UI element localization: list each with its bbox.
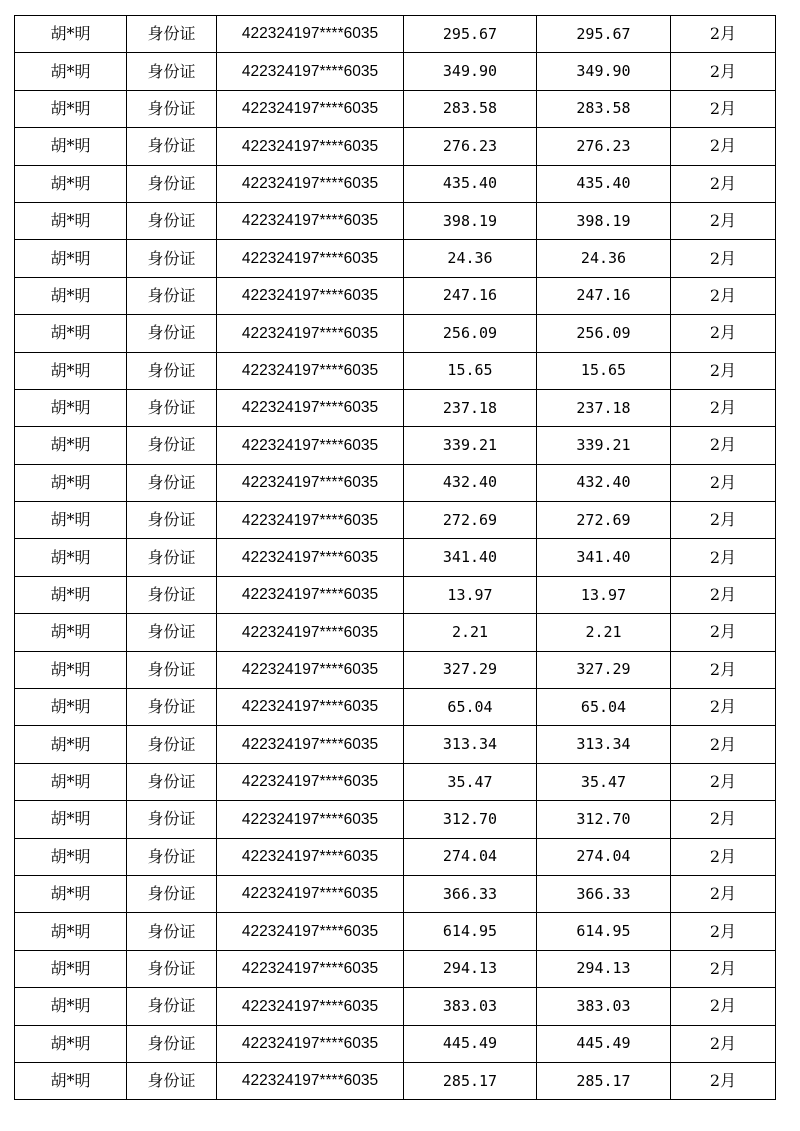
table-row bbox=[15, 352, 776, 389]
amount-cell: 614.95 bbox=[404, 913, 537, 950]
amount-paid-cell: 339.21 bbox=[537, 427, 671, 464]
amount-paid-cell: 349.90 bbox=[537, 53, 671, 90]
table-row bbox=[15, 240, 776, 277]
name-cell: 胡*明 bbox=[15, 277, 127, 314]
month-cell: 2月 bbox=[671, 1025, 776, 1062]
id-type-cell: 身份证 bbox=[127, 427, 217, 464]
amount-cell: 2.21 bbox=[404, 614, 537, 651]
name-cell: 胡*明 bbox=[15, 352, 127, 389]
ledger-table bbox=[14, 15, 776, 1100]
name-cell: 胡*明 bbox=[15, 576, 127, 613]
id-type-cell: 身份证 bbox=[127, 988, 217, 1025]
id-type-cell: 身份证 bbox=[127, 202, 217, 239]
name-cell: 胡*明 bbox=[15, 202, 127, 239]
id-number-cell: 422324197****6035 bbox=[217, 689, 404, 726]
name-cell: 胡*明 bbox=[15, 53, 127, 90]
table-row bbox=[15, 202, 776, 239]
month-cell: 2月 bbox=[671, 389, 776, 426]
name-cell: 胡*明 bbox=[15, 1025, 127, 1062]
amount-cell: 383.03 bbox=[404, 988, 537, 1025]
id-type-cell: 身份证 bbox=[127, 1062, 217, 1099]
id-type-cell: 身份证 bbox=[127, 502, 217, 539]
id-type-cell: 身份证 bbox=[127, 726, 217, 763]
month-cell: 2月 bbox=[671, 651, 776, 688]
id-number-cell: 422324197****6035 bbox=[217, 53, 404, 90]
amount-cell: 15.65 bbox=[404, 352, 537, 389]
id-number-cell: 422324197****6035 bbox=[217, 315, 404, 352]
id-type-cell: 身份证 bbox=[127, 689, 217, 726]
month-cell: 2月 bbox=[671, 763, 776, 800]
amount-paid-cell: 15.65 bbox=[537, 352, 671, 389]
id-type-cell: 身份证 bbox=[127, 128, 217, 165]
id-type-cell: 身份证 bbox=[127, 801, 217, 838]
table-row bbox=[15, 539, 776, 576]
table-row bbox=[15, 315, 776, 352]
table-row bbox=[15, 1062, 776, 1099]
amount-paid-cell: 13.97 bbox=[537, 576, 671, 613]
month-cell: 2月 bbox=[671, 165, 776, 202]
id-number-cell: 422324197****6035 bbox=[217, 464, 404, 501]
id-number-cell: 422324197****6035 bbox=[217, 128, 404, 165]
amount-paid-cell: 432.40 bbox=[537, 464, 671, 501]
id-number-cell: 422324197****6035 bbox=[217, 240, 404, 277]
amount-paid-cell: 341.40 bbox=[537, 539, 671, 576]
name-cell: 胡*明 bbox=[15, 128, 127, 165]
month-cell: 2月 bbox=[671, 875, 776, 912]
name-cell: 胡*明 bbox=[15, 165, 127, 202]
id-type-cell: 身份证 bbox=[127, 875, 217, 912]
month-cell: 2月 bbox=[671, 988, 776, 1025]
amount-paid-cell: 295.67 bbox=[537, 16, 671, 53]
amount-paid-cell: 614.95 bbox=[537, 913, 671, 950]
name-cell: 胡*明 bbox=[15, 240, 127, 277]
id-number-cell: 422324197****6035 bbox=[217, 651, 404, 688]
name-cell: 胡*明 bbox=[15, 502, 127, 539]
month-cell: 2月 bbox=[671, 913, 776, 950]
id-type-cell: 身份证 bbox=[127, 763, 217, 800]
id-number-cell: 422324197****6035 bbox=[217, 389, 404, 426]
month-cell: 2月 bbox=[671, 614, 776, 651]
id-type-cell: 身份证 bbox=[127, 576, 217, 613]
id-type-cell: 身份证 bbox=[127, 53, 217, 90]
amount-cell: 341.40 bbox=[404, 539, 537, 576]
amount-paid-cell: 312.70 bbox=[537, 801, 671, 838]
name-cell: 胡*明 bbox=[15, 651, 127, 688]
amount-cell: 398.19 bbox=[404, 202, 537, 239]
amount-paid-cell: 285.17 bbox=[537, 1062, 671, 1099]
name-cell: 胡*明 bbox=[15, 1062, 127, 1099]
name-cell: 胡*明 bbox=[15, 389, 127, 426]
id-type-cell: 身份证 bbox=[127, 352, 217, 389]
amount-cell: 274.04 bbox=[404, 838, 537, 875]
id-number-cell: 422324197****6035 bbox=[217, 726, 404, 763]
table-row bbox=[15, 838, 776, 875]
month-cell: 2月 bbox=[671, 576, 776, 613]
amount-cell: 294.13 bbox=[404, 950, 537, 987]
name-cell: 胡*明 bbox=[15, 913, 127, 950]
month-cell: 2月 bbox=[671, 689, 776, 726]
id-type-cell: 身份证 bbox=[127, 240, 217, 277]
id-number-cell: 422324197****6035 bbox=[217, 352, 404, 389]
id-type-cell: 身份证 bbox=[127, 389, 217, 426]
table-row bbox=[15, 128, 776, 165]
month-cell: 2月 bbox=[671, 726, 776, 763]
month-cell: 2月 bbox=[671, 90, 776, 127]
amount-cell: 295.67 bbox=[404, 16, 537, 53]
name-cell: 胡*明 bbox=[15, 801, 127, 838]
table-row bbox=[15, 277, 776, 314]
table-row bbox=[15, 950, 776, 987]
month-cell: 2月 bbox=[671, 16, 776, 53]
month-cell: 2月 bbox=[671, 1062, 776, 1099]
amount-cell: 247.16 bbox=[404, 277, 537, 314]
table-row bbox=[15, 614, 776, 651]
id-type-cell: 身份证 bbox=[127, 539, 217, 576]
name-cell: 胡*明 bbox=[15, 763, 127, 800]
table-row bbox=[15, 988, 776, 1025]
amount-cell: 283.58 bbox=[404, 90, 537, 127]
id-number-cell: 422324197****6035 bbox=[217, 165, 404, 202]
id-type-cell: 身份证 bbox=[127, 1025, 217, 1062]
amount-paid-cell: 2.21 bbox=[537, 614, 671, 651]
amount-paid-cell: 274.04 bbox=[537, 838, 671, 875]
name-cell: 胡*明 bbox=[15, 838, 127, 875]
name-cell: 胡*明 bbox=[15, 427, 127, 464]
month-cell: 2月 bbox=[671, 539, 776, 576]
table-row bbox=[15, 576, 776, 613]
name-cell: 胡*明 bbox=[15, 315, 127, 352]
month-cell: 2月 bbox=[671, 128, 776, 165]
amount-cell: 13.97 bbox=[404, 576, 537, 613]
id-number-cell: 422324197****6035 bbox=[217, 614, 404, 651]
id-type-cell: 身份证 bbox=[127, 277, 217, 314]
id-type-cell: 身份证 bbox=[127, 950, 217, 987]
amount-paid-cell: 24.36 bbox=[537, 240, 671, 277]
table-row bbox=[15, 90, 776, 127]
month-cell: 2月 bbox=[671, 53, 776, 90]
name-cell: 胡*明 bbox=[15, 464, 127, 501]
amount-paid-cell: 435.40 bbox=[537, 165, 671, 202]
name-cell: 胡*明 bbox=[15, 90, 127, 127]
amount-paid-cell: 256.09 bbox=[537, 315, 671, 352]
table-row bbox=[15, 651, 776, 688]
month-cell: 2月 bbox=[671, 315, 776, 352]
name-cell: 胡*明 bbox=[15, 726, 127, 763]
amount-cell: 24.36 bbox=[404, 240, 537, 277]
id-number-cell: 422324197****6035 bbox=[217, 202, 404, 239]
amount-cell: 327.29 bbox=[404, 651, 537, 688]
id-type-cell: 身份证 bbox=[127, 464, 217, 501]
amount-paid-cell: 247.16 bbox=[537, 277, 671, 314]
id-type-cell: 身份证 bbox=[127, 614, 217, 651]
table-row bbox=[15, 16, 776, 53]
amount-cell: 256.09 bbox=[404, 315, 537, 352]
amount-paid-cell: 272.69 bbox=[537, 502, 671, 539]
table-row bbox=[15, 389, 776, 426]
amount-cell: 313.34 bbox=[404, 726, 537, 763]
id-number-cell: 422324197****6035 bbox=[217, 539, 404, 576]
amount-cell: 445.49 bbox=[404, 1025, 537, 1062]
month-cell: 2月 bbox=[671, 277, 776, 314]
month-cell: 2月 bbox=[671, 838, 776, 875]
name-cell: 胡*明 bbox=[15, 614, 127, 651]
amount-cell: 65.04 bbox=[404, 689, 537, 726]
table-row bbox=[15, 1025, 776, 1062]
id-type-cell: 身份证 bbox=[127, 838, 217, 875]
table-row bbox=[15, 689, 776, 726]
name-cell: 胡*明 bbox=[15, 689, 127, 726]
table-row bbox=[15, 464, 776, 501]
amount-cell: 432.40 bbox=[404, 464, 537, 501]
table-row bbox=[15, 427, 776, 464]
id-type-cell: 身份证 bbox=[127, 90, 217, 127]
month-cell: 2月 bbox=[671, 502, 776, 539]
table-row bbox=[15, 165, 776, 202]
month-cell: 2月 bbox=[671, 202, 776, 239]
amount-paid-cell: 366.33 bbox=[537, 875, 671, 912]
amount-cell: 366.33 bbox=[404, 875, 537, 912]
id-number-cell: 422324197****6035 bbox=[217, 1062, 404, 1099]
id-number-cell: 422324197****6035 bbox=[217, 838, 404, 875]
month-cell: 2月 bbox=[671, 427, 776, 464]
amount-paid-cell: 294.13 bbox=[537, 950, 671, 987]
id-number-cell: 422324197****6035 bbox=[217, 1025, 404, 1062]
amount-cell: 339.21 bbox=[404, 427, 537, 464]
table-row bbox=[15, 913, 776, 950]
id-number-cell: 422324197****6035 bbox=[217, 875, 404, 912]
name-cell: 胡*明 bbox=[15, 16, 127, 53]
month-cell: 2月 bbox=[671, 950, 776, 987]
amount-cell: 435.40 bbox=[404, 165, 537, 202]
table-row bbox=[15, 502, 776, 539]
id-number-cell: 422324197****6035 bbox=[217, 763, 404, 800]
table-row bbox=[15, 726, 776, 763]
amount-cell: 312.70 bbox=[404, 801, 537, 838]
amount-paid-cell: 327.29 bbox=[537, 651, 671, 688]
amount-cell: 276.23 bbox=[404, 128, 537, 165]
table-row bbox=[15, 875, 776, 912]
id-type-cell: 身份证 bbox=[127, 315, 217, 352]
id-number-cell: 422324197****6035 bbox=[217, 801, 404, 838]
amount-paid-cell: 35.47 bbox=[537, 763, 671, 800]
month-cell: 2月 bbox=[671, 801, 776, 838]
amount-paid-cell: 283.58 bbox=[537, 90, 671, 127]
name-cell: 胡*明 bbox=[15, 875, 127, 912]
id-number-cell: 422324197****6035 bbox=[217, 277, 404, 314]
amount-paid-cell: 398.19 bbox=[537, 202, 671, 239]
table-row bbox=[15, 801, 776, 838]
amount-cell: 285.17 bbox=[404, 1062, 537, 1099]
ledger-body bbox=[15, 16, 776, 1100]
name-cell: 胡*明 bbox=[15, 988, 127, 1025]
id-type-cell: 身份证 bbox=[127, 913, 217, 950]
amount-paid-cell: 445.49 bbox=[537, 1025, 671, 1062]
table-row bbox=[15, 763, 776, 800]
amount-paid-cell: 383.03 bbox=[537, 988, 671, 1025]
table-row bbox=[15, 53, 776, 90]
id-number-cell: 422324197****6035 bbox=[217, 16, 404, 53]
amount-cell: 349.90 bbox=[404, 53, 537, 90]
id-number-cell: 422324197****6035 bbox=[217, 427, 404, 464]
id-number-cell: 422324197****6035 bbox=[217, 950, 404, 987]
name-cell: 胡*明 bbox=[15, 950, 127, 987]
amount-paid-cell: 237.18 bbox=[537, 389, 671, 426]
id-number-cell: 422324197****6035 bbox=[217, 988, 404, 1025]
id-number-cell: 422324197****6035 bbox=[217, 576, 404, 613]
id-type-cell: 身份证 bbox=[127, 16, 217, 53]
id-number-cell: 422324197****6035 bbox=[217, 502, 404, 539]
amount-paid-cell: 65.04 bbox=[537, 689, 671, 726]
month-cell: 2月 bbox=[671, 240, 776, 277]
amount-paid-cell: 313.34 bbox=[537, 726, 671, 763]
amount-cell: 272.69 bbox=[404, 502, 537, 539]
id-number-cell: 422324197****6035 bbox=[217, 913, 404, 950]
name-cell: 胡*明 bbox=[15, 539, 127, 576]
id-type-cell: 身份证 bbox=[127, 165, 217, 202]
amount-paid-cell: 276.23 bbox=[537, 128, 671, 165]
month-cell: 2月 bbox=[671, 464, 776, 501]
id-number-cell: 422324197****6035 bbox=[217, 90, 404, 127]
amount-cell: 237.18 bbox=[404, 389, 537, 426]
amount-cell: 35.47 bbox=[404, 763, 537, 800]
month-cell: 2月 bbox=[671, 352, 776, 389]
id-type-cell: 身份证 bbox=[127, 651, 217, 688]
